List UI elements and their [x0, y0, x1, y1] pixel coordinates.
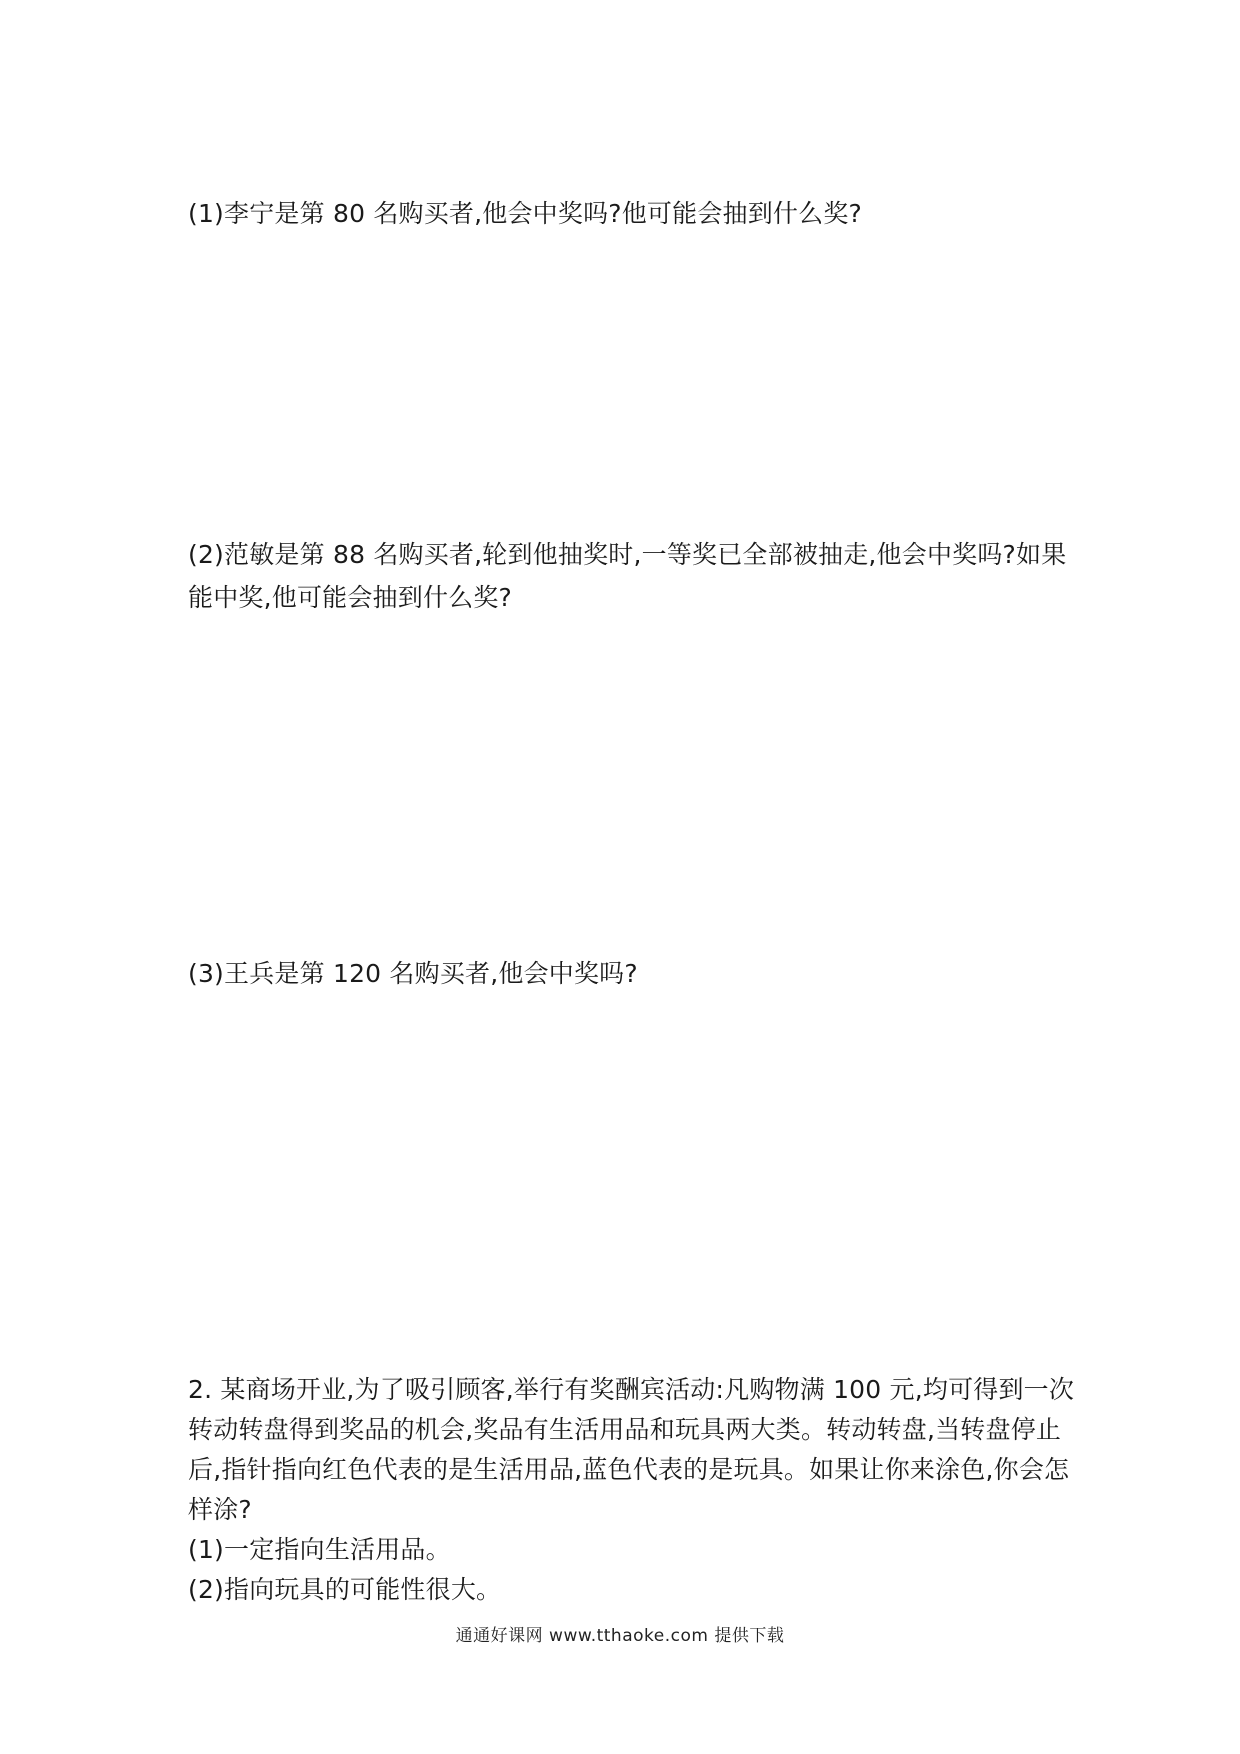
question-1-part-2-line-1: (2)范敏是第 88 名购买者,轮到他抽奖时,一等奖已全部被抽走,他会中奖吗?如果	[188, 540, 1067, 569]
question-2-line-2: 转动转盘得到奖品的机会,奖品有生活用品和玩具两大类。转动转盘,当转盘停止	[188, 1415, 1062, 1444]
question-2-sub-1: (1)一定指向生活用品。	[188, 1535, 451, 1564]
question-1-part-1: (1)李宁是第 80 名购买者,他会中奖吗?他可能会抽到什么奖?	[188, 199, 863, 228]
question-1-part-3: (3)王兵是第 120 名购买者,他会中奖吗?	[188, 959, 638, 988]
question-2-sub-2: (2)指向玩具的可能性很大。	[188, 1575, 502, 1604]
question-2-line-1: 2. 某商场开业,为了吸引顾客,举行有奖酬宾活动:凡购物满 100 元,均可得到一次	[188, 1375, 1075, 1404]
question-2-line-3: 后,指针指向红色代表的是生活用品,蓝色代表的是玩具。如果让你来涂色,你会怎	[188, 1455, 1070, 1484]
question-2-line-4: 样涂?	[188, 1495, 252, 1524]
question-1-part-2-line-2: 能中奖,他可能会抽到什么奖?	[188, 583, 513, 612]
page-footer: 通通好课网 www.tthaoke.com 提供下载	[455, 1626, 785, 1646]
